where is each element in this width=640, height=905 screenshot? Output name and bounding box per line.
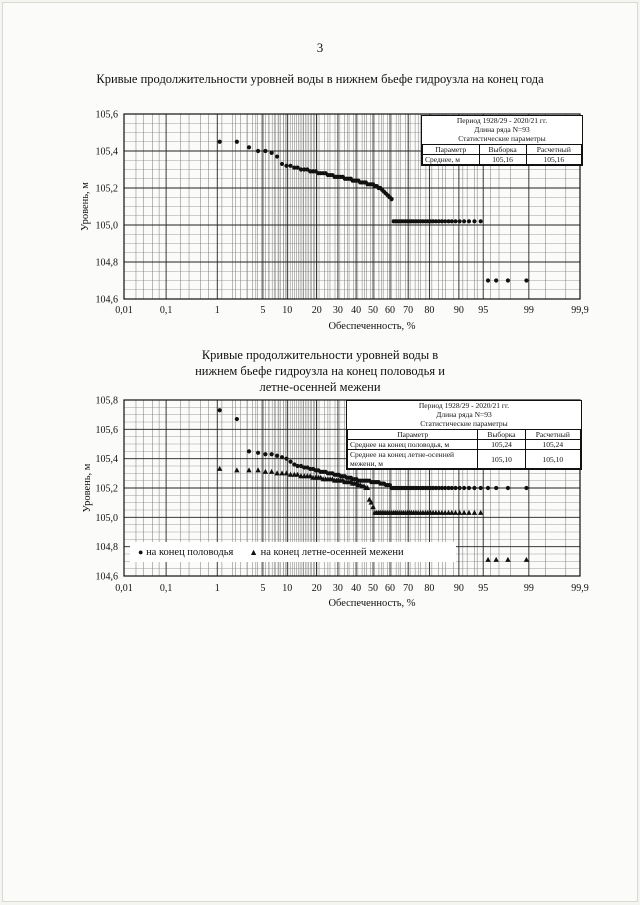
y-tick-label: 105,4 xyxy=(95,146,118,158)
y-tick-label: 105,6 xyxy=(95,424,118,436)
data-point-circle xyxy=(524,486,528,490)
y-tick-label: 104,8 xyxy=(95,257,118,269)
y-tick-label: 105,8 xyxy=(95,395,118,407)
y-tick-label: 105,2 xyxy=(95,183,118,195)
data-point-triangle xyxy=(269,469,274,474)
stats-table xyxy=(347,429,581,469)
data-point-triangle xyxy=(478,510,483,515)
data-point-circle xyxy=(453,219,457,223)
stats-param: Среднее, м xyxy=(423,155,480,165)
data-point-circle xyxy=(275,454,279,458)
x-tick-label: 95 xyxy=(478,583,489,594)
chart-2-title: Кривые продолжительности уровней воды в нижнем бьефе гидроузла на конец половодья и летне-осенней межени xyxy=(195,348,445,394)
x-tick-label: 30 xyxy=(332,305,343,316)
data-point-circle xyxy=(479,486,483,490)
stats-period: Период 1928/29 - 2020/21 гг. xyxy=(456,116,548,125)
data-point-circle xyxy=(467,219,471,223)
x-tick-label: 10 xyxy=(282,305,293,316)
data-point-triangle xyxy=(255,467,260,472)
x-tick-label: 99,9 xyxy=(571,583,589,594)
x-tick-label: 90 xyxy=(453,583,464,594)
data-point-triangle xyxy=(485,557,490,562)
data-point-circle xyxy=(450,486,454,490)
stats-col-calc: Расчетный xyxy=(525,430,580,440)
x-tick-label: 80 xyxy=(424,583,435,594)
y-tick-label: 105,4 xyxy=(95,454,118,466)
chart-1-title: Кривые продолжительности уровней воды в нижнем бьефе гидроузла на конец года xyxy=(96,72,544,86)
data-point-circle xyxy=(462,486,466,490)
stats-length: Длина ряда N=93 xyxy=(436,410,492,419)
stats-calc: 105,24 xyxy=(525,440,580,450)
data-point-circle xyxy=(486,278,490,282)
x-tick-label: 99,9 xyxy=(571,305,589,316)
x-tick-label: 90 xyxy=(453,305,464,316)
data-point-circle xyxy=(506,278,510,282)
x-tick-label: 99 xyxy=(523,305,534,316)
x-tick-label: 0,01 xyxy=(115,305,133,316)
data-point-circle xyxy=(284,457,288,461)
data-point-triangle xyxy=(472,510,477,515)
data-point-circle xyxy=(270,452,274,456)
y-axis-label: Уровень, м xyxy=(82,463,93,513)
data-point-circle xyxy=(494,278,498,282)
stats-row xyxy=(348,440,581,450)
data-point-circle xyxy=(389,197,393,201)
data-point-circle xyxy=(458,486,462,490)
x-tick-label: 0,01 xyxy=(115,583,133,594)
x-tick-label: 70 xyxy=(403,305,414,316)
x-tick-label: 70 xyxy=(403,583,414,594)
stats-col-param: Параметр xyxy=(423,145,480,155)
x-axis-label: Обеспеченность, % xyxy=(328,598,416,609)
x-axis-label: Обеспеченность, % xyxy=(328,321,416,332)
data-point-circle xyxy=(472,219,476,223)
x-tick-label: 5 xyxy=(260,583,266,594)
x-tick-label: 0,1 xyxy=(159,305,173,316)
x-tick-label: 20 xyxy=(311,305,322,316)
x-tick-label: 60 xyxy=(385,583,396,594)
stats-table xyxy=(422,144,582,165)
y-tick-label: 105,0 xyxy=(95,512,118,524)
data-point-circle xyxy=(263,452,267,456)
data-point-circle xyxy=(450,219,454,223)
data-point-circle xyxy=(235,140,239,144)
x-tick-label: 60 xyxy=(385,305,396,316)
stats-col-sample: Выборка xyxy=(478,430,525,440)
stats-sample: 105,24 xyxy=(478,440,525,450)
data-point-circle xyxy=(486,486,490,490)
stats-sample: 105,16 xyxy=(479,155,526,165)
data-point-circle xyxy=(462,219,466,223)
y-tick-label: 104,8 xyxy=(95,542,118,554)
data-point-circle xyxy=(453,486,457,490)
data-point-circle xyxy=(247,449,251,453)
data-point-circle xyxy=(506,486,510,490)
stats-row xyxy=(348,450,581,469)
stats-header-row xyxy=(423,145,582,155)
data-point-circle xyxy=(218,408,222,412)
stats-calc: 105,10 xyxy=(525,450,580,469)
data-point-circle xyxy=(472,486,476,490)
data-point-circle xyxy=(275,154,279,158)
stats-row xyxy=(423,155,582,165)
stats-col-sample: Выборка xyxy=(479,145,526,155)
x-tick-label: 99 xyxy=(523,583,534,594)
x-tick-label: 40 xyxy=(351,583,362,594)
x-tick-label: 5 xyxy=(260,305,266,316)
stats-header-row xyxy=(348,430,581,440)
x-tick-label: 80 xyxy=(424,305,435,316)
stats-calc: 105,16 xyxy=(526,155,581,165)
stats-heading: Статистические параметры xyxy=(420,419,508,428)
x-tick-label: 40 xyxy=(351,305,362,316)
legend-series-1: на конец половодья xyxy=(146,547,234,558)
data-point-triangle xyxy=(279,470,284,475)
data-point-circle xyxy=(494,486,498,490)
x-tick-label: 10 xyxy=(282,583,293,594)
data-point-triangle xyxy=(461,510,466,515)
legend-series-2: на конец летне-осенней межени xyxy=(260,547,404,558)
data-point-triangle xyxy=(493,557,498,562)
stats-length: Длина ряда N=93 xyxy=(474,125,530,134)
x-tick-label: 50 xyxy=(368,583,379,594)
y-axis-label: Уровень, м xyxy=(80,182,91,231)
data-point-circle xyxy=(288,164,292,168)
x-tick-label: 1 xyxy=(214,305,220,316)
x-tick-label: 30 xyxy=(332,583,343,594)
chart-1-stats-box xyxy=(421,115,583,166)
data-point-circle xyxy=(280,162,284,166)
data-point-circle xyxy=(247,145,251,149)
stats-sample: 105,10 xyxy=(478,450,525,469)
data-point-triangle xyxy=(457,510,462,515)
x-tick-label: 50 xyxy=(368,305,379,316)
data-point-circle xyxy=(524,278,528,282)
stats-period: Период 1928/29 - 2020/21 гг. xyxy=(418,401,510,410)
data-point-circle xyxy=(479,219,483,223)
data-point-circle xyxy=(288,460,292,464)
y-tick-label: 104,6 xyxy=(95,294,118,306)
data-point-triangle xyxy=(234,467,239,472)
y-tick-label: 104,6 xyxy=(95,571,118,583)
chart-2-legend xyxy=(130,542,456,562)
x-tick-label: 0,1 xyxy=(159,583,173,594)
data-point-triangle xyxy=(263,469,268,474)
data-point-circle xyxy=(218,140,222,144)
data-point-circle xyxy=(235,417,239,421)
data-point-circle xyxy=(458,219,462,223)
data-point-triangle xyxy=(505,557,510,562)
data-point-triangle xyxy=(217,466,222,471)
circle-marker-icon: ● xyxy=(138,547,144,557)
x-tick-label: 95 xyxy=(478,305,489,316)
stats-col-calc: Расчетный xyxy=(526,145,581,155)
data-point-triangle xyxy=(524,557,529,562)
y-tick-label: 105,2 xyxy=(95,483,118,495)
stats-col-param: Параметр xyxy=(348,430,478,440)
stats-param: Среднее на конец летне-осенней межени, м xyxy=(348,450,478,469)
data-point-circle xyxy=(280,455,284,459)
triangle-marker-icon: ▲ xyxy=(249,547,258,557)
page-number: 3 xyxy=(316,40,324,55)
data-point-triangle xyxy=(284,470,289,475)
data-point-triangle xyxy=(370,504,375,509)
data-point-circle xyxy=(256,149,260,153)
x-tick-label: 1 xyxy=(214,583,220,594)
data-point-circle xyxy=(256,451,260,455)
y-tick-label: 105,6 xyxy=(95,109,118,121)
chart-2-stats-box xyxy=(346,400,582,470)
data-point-circle xyxy=(270,151,274,155)
data-point-circle xyxy=(263,149,267,153)
data-point-circle xyxy=(284,164,288,168)
x-tick-label: 20 xyxy=(311,583,322,594)
data-point-circle xyxy=(467,486,471,490)
stats-heading: Статистические параметры xyxy=(458,134,546,143)
stats-param: Среднее на конец половодья, м xyxy=(348,440,478,450)
y-tick-label: 105,0 xyxy=(95,220,118,232)
